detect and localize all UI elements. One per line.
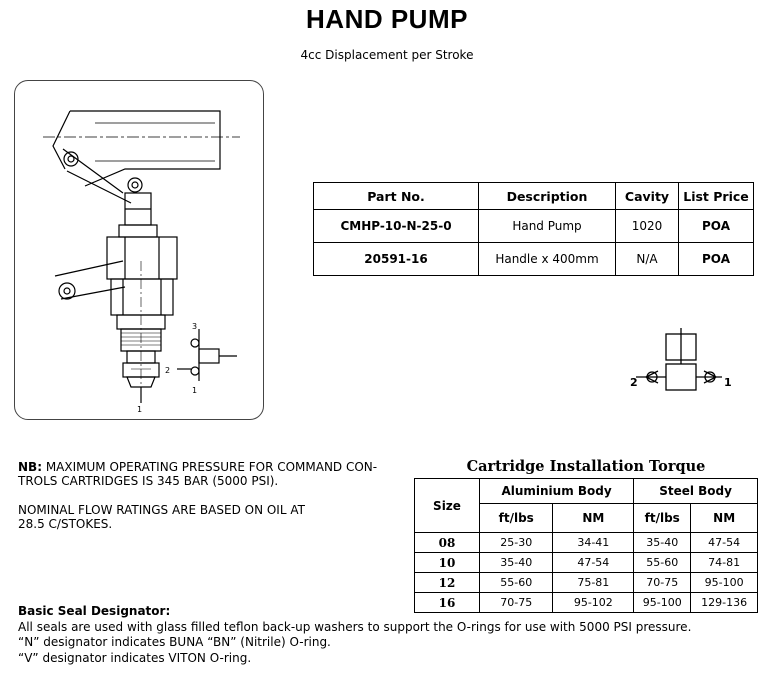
flow-note-line1: NOMINAL FLOW RATINGS ARE BASED ON OIL AT: [18, 503, 305, 517]
pressure-note-line2: TROLS CARTRIDGES IS 345 BAR (5000 PSI).: [18, 474, 279, 488]
torque-value: 34-41: [553, 533, 634, 553]
torque-value: 70-75: [480, 593, 553, 613]
torque-title: Cartridge Installation Torque: [466, 458, 706, 475]
torque-value: 47-54: [691, 533, 758, 553]
part-cavity: 1020: [616, 210, 679, 243]
drawing-port-1-label: 1: [192, 386, 198, 395]
drawing-port-2-label: 2: [165, 366, 171, 375]
torque-value: 25-30: [480, 533, 553, 553]
col-aluminium-ftlbs: ft/lbs: [480, 504, 553, 533]
col-size: Size: [415, 479, 480, 533]
hydraulic-symbol-svg: [622, 328, 742, 408]
pump-drawing-svg: [15, 81, 263, 419]
col-part-no: Part No.: [314, 183, 479, 210]
schematic-port-1-label: 1: [724, 376, 732, 389]
parts-table-header: [314, 183, 754, 210]
torque-value: 70-75: [634, 573, 691, 593]
table-row: [314, 210, 754, 243]
pump-drawing: [14, 80, 264, 420]
handle-front: [53, 111, 70, 169]
drawing-main-port-label: 1: [137, 405, 143, 414]
hydraulic-symbol: [622, 328, 742, 408]
part-description: Handle x 400mm: [479, 243, 616, 276]
torque-value: 55-60: [480, 573, 553, 593]
nb-label: NB:: [18, 460, 42, 474]
col-aluminium-nm: NM: [553, 504, 634, 533]
col-steel-ftlbs: ft/lbs: [634, 504, 691, 533]
pressure-note-line1: MAXIMUM OPERATING PRESSURE FOR COMMAND CON-: [45, 460, 378, 474]
torque-group-header: [415, 479, 758, 504]
torque-value: 47-54: [553, 553, 634, 573]
torque-value: 75-81: [553, 573, 634, 593]
torque-value: 95-100: [634, 593, 691, 613]
page-subtitle: 4cc Displacement per Stroke: [300, 48, 474, 62]
torque-size: 08: [415, 533, 480, 553]
part-price: POA: [679, 210, 754, 243]
seal-line: All seals are used with glass filled teflon back-up washers to support the O-rings for use with 5000 PSI pressure.: [18, 619, 692, 634]
handle-outline: [70, 111, 220, 186]
table-row: [415, 573, 758, 593]
pressure-note: [18, 460, 398, 488]
table-row: [314, 243, 754, 276]
torque-value: 74-81: [691, 553, 758, 573]
part-price: POA: [679, 243, 754, 276]
schematic-port-2-label: 2: [630, 376, 638, 389]
seal-designator: [18, 604, 691, 666]
col-description: Description: [479, 183, 616, 210]
torque-value: 35-40: [480, 553, 553, 573]
part-number: 20591-16: [314, 243, 479, 276]
col-steel-body: Steel Body: [634, 479, 758, 504]
page-title: HAND PUMP: [306, 4, 468, 34]
seal-heading: Basic Seal Designator:: [18, 604, 171, 618]
torque-table: [414, 478, 758, 613]
torque-value: 35-40: [634, 533, 691, 553]
torque-value: 95-100: [691, 573, 758, 593]
drawing-port-3-label: 3: [192, 322, 198, 331]
torque-size: 16: [415, 593, 480, 613]
flow-note: [18, 503, 398, 531]
parts-table: [313, 182, 754, 276]
operating-notes: [18, 460, 398, 546]
seal-line: “V” designator indicates VITON O-ring.: [18, 650, 252, 665]
part-description: Hand Pump: [479, 210, 616, 243]
col-aluminium-body: Aluminium Body: [480, 479, 634, 504]
table-row: [415, 553, 758, 573]
col-list-price: List Price: [679, 183, 754, 210]
col-cavity: Cavity: [616, 183, 679, 210]
flow-note-line2: 28.5 C/STOKES.: [18, 517, 113, 531]
torque-value: 129-136: [691, 593, 758, 613]
table-row: [415, 533, 758, 553]
torque-value: 55-60: [634, 553, 691, 573]
seal-line: “N” designator indicates BUNA “BN” (Nitrile) O-ring.: [18, 635, 331, 649]
torque-size: 12: [415, 573, 480, 593]
torque-value: 95-102: [553, 593, 634, 613]
torque-size: 10: [415, 553, 480, 573]
part-cavity: N/A: [616, 243, 679, 276]
part-number: CMHP-10-N-25-0: [314, 210, 479, 243]
col-steel-nm: NM: [691, 504, 758, 533]
